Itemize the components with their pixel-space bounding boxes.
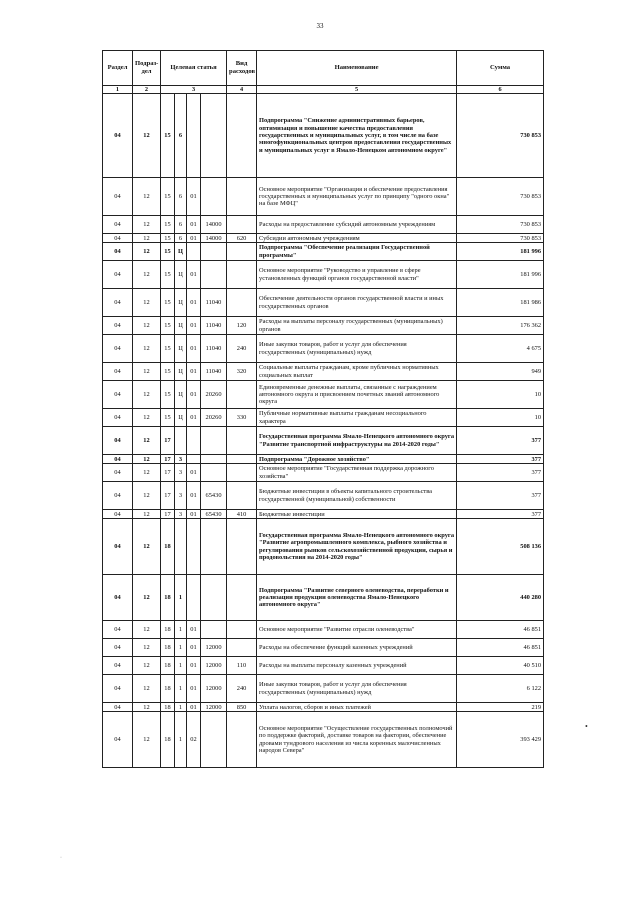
cell-sum: 949 (457, 363, 544, 381)
cell-name: Субсидии автономным учреждениям (257, 234, 457, 243)
cell-p: 12 (133, 464, 161, 482)
cell-t3: 01 (187, 178, 201, 216)
cell-v (227, 261, 257, 289)
cell-t3 (187, 455, 201, 464)
cell-sum: 40 510 (457, 657, 544, 675)
cell-r: 04 (103, 639, 133, 657)
cell-t2: Ц (175, 317, 187, 335)
cell-t4 (201, 427, 227, 455)
cell-sum: 730 853 (457, 234, 544, 243)
cell-t4 (201, 712, 227, 768)
cell-name: Бюджетные инвестиции (257, 510, 457, 519)
cell-t2: 3 (175, 510, 187, 519)
cell-name: Расходы на обеспечение функций казенных учреждений (257, 639, 457, 657)
cell-t2: Ц (175, 409, 187, 427)
cell-t4: 14000 (201, 216, 227, 234)
cell-t2: Ц (175, 335, 187, 363)
page-number: 33 (316, 22, 324, 30)
cell-t4: 14000 (201, 234, 227, 243)
table-row (103, 575, 544, 621)
cell-r: 04 (103, 657, 133, 675)
cell-sum: 181 986 (457, 289, 544, 317)
header-target: Целевая статья (161, 51, 227, 86)
cell-r: 04 (103, 178, 133, 216)
cell-sum: 6 122 (457, 675, 544, 703)
table-row (103, 657, 544, 675)
cell-t1: 18 (161, 712, 175, 768)
cell-sum: 730 853 (457, 94, 544, 178)
table-row (103, 427, 544, 455)
cell-v (227, 289, 257, 317)
cell-t4 (201, 464, 227, 482)
cell-r: 04 (103, 575, 133, 621)
cell-t2: 6 (175, 178, 187, 216)
cell-sum: 730 853 (457, 216, 544, 234)
cell-t3: 01 (187, 639, 201, 657)
cell-name: Единовременные денежные выплаты, связанные с награждением автономного округа и присвоением почетных званий автономного округа (257, 381, 457, 409)
cell-p: 12 (133, 335, 161, 363)
cell-name: Расходы на выплаты персоналу государственных (муниципальных) органов (257, 317, 457, 335)
table-row (103, 261, 544, 289)
table-row (103, 381, 544, 409)
cell-t1: 15 (161, 243, 175, 261)
cell-sum: 377 (457, 455, 544, 464)
cell-t1: 15 (161, 335, 175, 363)
cell-r: 04 (103, 510, 133, 519)
cell-p: 12 (133, 243, 161, 261)
cell-t1: 15 (161, 94, 175, 178)
cell-t3 (187, 519, 201, 575)
cell-t1: 18 (161, 639, 175, 657)
cell-sum: 46 851 (457, 639, 544, 657)
cell-v: 240 (227, 335, 257, 363)
cell-t3: 01 (187, 510, 201, 519)
cell-t1: 15 (161, 317, 175, 335)
scan-artifact-mark: • (585, 722, 588, 731)
cell-v: 320 (227, 363, 257, 381)
cell-t3: 01 (187, 234, 201, 243)
cell-name: Основное мероприятие "Руководство и управление в сфере установленных функций органов государственной власти" (257, 261, 457, 289)
cell-t1: 15 (161, 178, 175, 216)
cell-p: 12 (133, 455, 161, 464)
cell-name: Основное мероприятие "Развитие отрасли оленеводства" (257, 621, 457, 639)
cell-p: 12 (133, 703, 161, 712)
cell-t1: 18 (161, 675, 175, 703)
cell-t1: 15 (161, 381, 175, 409)
index-cell: 6 (457, 86, 544, 94)
cell-r: 04 (103, 464, 133, 482)
table-row (103, 464, 544, 482)
cell-v: 240 (227, 675, 257, 703)
cell-sum: 46 851 (457, 621, 544, 639)
cell-sum: 393 429 (457, 712, 544, 768)
table-row (103, 363, 544, 381)
cell-name: Обеспечение деятельности органов государственной власти и иных государственных органов (257, 289, 457, 317)
cell-t4: 12000 (201, 675, 227, 703)
cell-t1: 15 (161, 234, 175, 243)
cell-t4: 20260 (201, 381, 227, 409)
cell-p: 12 (133, 482, 161, 510)
cell-r: 04 (103, 409, 133, 427)
cell-t2: Ц (175, 381, 187, 409)
cell-t3: 01 (187, 464, 201, 482)
cell-v (227, 464, 257, 482)
cell-t1: 18 (161, 575, 175, 621)
cell-t1: 18 (161, 657, 175, 675)
cell-t1: 17 (161, 427, 175, 455)
cell-p: 12 (133, 621, 161, 639)
cell-name: Иные закупки товаров, работ и услуг для обеспечения государственных (муниципальных) нужд (257, 335, 457, 363)
cell-t4: 11040 (201, 335, 227, 363)
cell-t3: 01 (187, 675, 201, 703)
cell-v (227, 575, 257, 621)
table-row (103, 289, 544, 317)
cell-t4: 11040 (201, 363, 227, 381)
cell-t2 (175, 519, 187, 575)
cell-r: 04 (103, 381, 133, 409)
cell-p: 12 (133, 519, 161, 575)
cell-t2: 1 (175, 657, 187, 675)
cell-t2: 1 (175, 575, 187, 621)
cell-t2: 1 (175, 675, 187, 703)
cell-sum: 377 (457, 427, 544, 455)
header-name: Наименование (257, 51, 457, 86)
cell-v (227, 519, 257, 575)
cell-name: Государственная программа Ямало-Ненецкого автономного округа "Развитие транспортной инфраструктуры на 2014-2020 годы" (257, 427, 457, 455)
cell-t2: 1 (175, 639, 187, 657)
cell-t4: 12000 (201, 639, 227, 657)
header-sum: Сумма (457, 51, 544, 86)
cell-sum: 4 675 (457, 335, 544, 363)
cell-p: 12 (133, 657, 161, 675)
cell-name: Расходы на выплаты персоналу казенных учреждений (257, 657, 457, 675)
cell-t4 (201, 261, 227, 289)
cell-v: 620 (227, 234, 257, 243)
cell-p: 12 (133, 409, 161, 427)
table-row (103, 510, 544, 519)
cell-p: 12 (133, 317, 161, 335)
table-row (103, 519, 544, 575)
cell-t1: 18 (161, 703, 175, 712)
cell-t3 (187, 94, 201, 178)
cell-t4 (201, 621, 227, 639)
header-podrazdel: Подраз- дел (133, 51, 161, 86)
cell-t3: 01 (187, 482, 201, 510)
table-row (103, 675, 544, 703)
cell-t2: 1 (175, 703, 187, 712)
index-row (103, 86, 544, 94)
cell-sum: 181 996 (457, 243, 544, 261)
cell-v (227, 178, 257, 216)
cell-sum: 377 (457, 510, 544, 519)
budget-table (102, 50, 544, 768)
cell-r: 04 (103, 427, 133, 455)
cell-t3 (187, 427, 201, 455)
cell-t3 (187, 575, 201, 621)
cell-t1: 15 (161, 289, 175, 317)
cell-name: Публичные нормативные выплаты гражданам несоциального характера (257, 409, 457, 427)
cell-r: 04 (103, 243, 133, 261)
cell-t4: 65430 (201, 482, 227, 510)
cell-p: 12 (133, 216, 161, 234)
cell-t1: 15 (161, 363, 175, 381)
cell-t3: 01 (187, 703, 201, 712)
cell-t2: 1 (175, 712, 187, 768)
cell-t2 (175, 427, 187, 455)
cell-t4: 11040 (201, 289, 227, 317)
cell-t1: 17 (161, 482, 175, 510)
cell-v (227, 482, 257, 510)
cell-r: 04 (103, 455, 133, 464)
cell-p: 12 (133, 675, 161, 703)
table-row (103, 703, 544, 712)
cell-t3: 01 (187, 363, 201, 381)
cell-v: 410 (227, 510, 257, 519)
cell-r: 04 (103, 363, 133, 381)
cell-v (227, 216, 257, 234)
cell-name: Подпрограмма "Обеспечение реализации Государственной программы" (257, 243, 457, 261)
table-body (103, 94, 544, 768)
cell-v (227, 94, 257, 178)
table-row (103, 712, 544, 768)
cell-t3: 01 (187, 216, 201, 234)
table-row (103, 621, 544, 639)
cell-t4 (201, 455, 227, 464)
cell-sum: 176 362 (457, 317, 544, 335)
cell-t3: 01 (187, 657, 201, 675)
cell-name: Бюджетные инвестиции в объекты капитального строительства государственной (муниципальной) собственности (257, 482, 457, 510)
table-row (103, 243, 544, 261)
cell-t4: 11040 (201, 317, 227, 335)
header-razdel: Раздел (103, 51, 133, 86)
table-row (103, 455, 544, 464)
cell-t1: 18 (161, 519, 175, 575)
cell-v (227, 243, 257, 261)
cell-v (227, 455, 257, 464)
cell-p: 12 (133, 261, 161, 289)
cell-t4 (201, 243, 227, 261)
cell-r: 04 (103, 289, 133, 317)
cell-t1: 18 (161, 621, 175, 639)
cell-p: 12 (133, 712, 161, 768)
cell-t4: 65430 (201, 510, 227, 519)
table-row (103, 216, 544, 234)
cell-t1: 17 (161, 510, 175, 519)
cell-sum: 730 853 (457, 178, 544, 216)
cell-t2: 3 (175, 482, 187, 510)
index-cell: 1 (103, 86, 133, 94)
table-row (103, 482, 544, 510)
cell-t3: 01 (187, 289, 201, 317)
cell-r: 04 (103, 675, 133, 703)
cell-name: Основное мероприятие "Организация и обеспечение предоставления государственных и муниципальных услуг по принципу "одного окна" на базе МФЦ" (257, 178, 457, 216)
cell-t2: 1 (175, 621, 187, 639)
cell-t4: 20260 (201, 409, 227, 427)
cell-v (227, 621, 257, 639)
table-row (103, 639, 544, 657)
cell-t4 (201, 519, 227, 575)
cell-t2: Ц (175, 261, 187, 289)
cell-t3 (187, 243, 201, 261)
cell-t4 (201, 94, 227, 178)
cell-t4 (201, 178, 227, 216)
cell-p: 12 (133, 363, 161, 381)
index-cell: 2 (133, 86, 161, 94)
cell-sum: 440 280 (457, 575, 544, 621)
cell-v (227, 381, 257, 409)
cell-name: Основное мероприятие "Осуществление государственных полномочий по поддержке факторий, доставке товаров на фактории, обеспечение дровами тундрового населения из числа коренных малочисленных народов Севера" (257, 712, 457, 768)
cell-sum: 219 (457, 703, 544, 712)
cell-t3: 01 (187, 621, 201, 639)
cell-p: 12 (133, 381, 161, 409)
cell-sum: 181 996 (457, 261, 544, 289)
cell-v (227, 639, 257, 657)
cell-sum: 508 136 (457, 519, 544, 575)
cell-t4 (201, 575, 227, 621)
cell-v (227, 712, 257, 768)
cell-name: Иные закупки товаров, работ и услуг для обеспечения государственных (муниципальных) нужд (257, 675, 457, 703)
cell-p: 12 (133, 178, 161, 216)
table-row (103, 234, 544, 243)
cell-sum: 377 (457, 482, 544, 510)
cell-name: Подпрограмма "Развитие северного оленеводства, переработки и реализации продукции оленеводства Ямало-Ненецкого автономного округа" (257, 575, 457, 621)
cell-r: 04 (103, 519, 133, 575)
cell-t2: 6 (175, 94, 187, 178)
scan-edge-dots: · (60, 855, 62, 861)
header-row (103, 51, 544, 86)
cell-name: Расходы на предоставление субсидий автономным учреждениям (257, 216, 457, 234)
cell-t3: 02 (187, 712, 201, 768)
cell-t2: 6 (175, 216, 187, 234)
index-cell: 5 (257, 86, 457, 94)
cell-t1: 17 (161, 464, 175, 482)
cell-r: 04 (103, 216, 133, 234)
cell-r: 04 (103, 317, 133, 335)
cell-name: Подпрограмма "Дорожное хозяйство" (257, 455, 457, 464)
cell-t2: 3 (175, 464, 187, 482)
cell-r: 04 (103, 703, 133, 712)
index-cell: 4 (227, 86, 257, 94)
cell-p: 12 (133, 427, 161, 455)
cell-t3: 01 (187, 261, 201, 289)
cell-name: Государственная программа Ямало-Ненецкого автономного округа "Развитие агропромышленного комплекса, рыбного хозяйства и регулирования рынков сельскохозяйственной продукции, сырья и продовольствия на 2014-2020 годы" (257, 519, 457, 575)
cell-name: Основное мероприятие "Государственная поддержка дорожного хозяйства" (257, 464, 457, 482)
cell-sum: 10 (457, 381, 544, 409)
table-row (103, 335, 544, 363)
cell-t4: 12000 (201, 703, 227, 712)
cell-t1: 15 (161, 409, 175, 427)
cell-name: Подпрограмма "Снижение административных барьеров, оптимизация и повышение качества предоставления государственных и муниципальных услуг, в том числе на базе многофункциональных центров предоставления государственных и муниципальных услуг в Ямало-Ненецком автономном округе" (257, 94, 457, 178)
cell-t2: 3 (175, 455, 187, 464)
cell-t1: 17 (161, 455, 175, 464)
index-cell: 3 (161, 86, 227, 94)
cell-t3: 01 (187, 317, 201, 335)
cell-name: Социальные выплаты гражданам, кроме публичных нормативных социальных выплат (257, 363, 457, 381)
cell-p: 12 (133, 639, 161, 657)
cell-r: 04 (103, 94, 133, 178)
cell-p: 12 (133, 510, 161, 519)
cell-p: 12 (133, 289, 161, 317)
cell-r: 04 (103, 234, 133, 243)
cell-r: 04 (103, 712, 133, 768)
cell-r: 04 (103, 261, 133, 289)
cell-sum: 10 (457, 409, 544, 427)
cell-r: 04 (103, 335, 133, 363)
cell-v: 110 (227, 657, 257, 675)
cell-p: 12 (133, 575, 161, 621)
cell-v: 850 (227, 703, 257, 712)
cell-p: 12 (133, 234, 161, 243)
cell-t3: 01 (187, 381, 201, 409)
cell-t1: 15 (161, 261, 175, 289)
cell-t3: 01 (187, 335, 201, 363)
cell-v: 330 (227, 409, 257, 427)
cell-t2: Ц (175, 289, 187, 317)
cell-name: Уплата налогов, сборов и иных платежей (257, 703, 457, 712)
cell-r: 04 (103, 621, 133, 639)
cell-t2: 6 (175, 234, 187, 243)
header-vid: Вид расходов (227, 51, 257, 86)
cell-p: 12 (133, 94, 161, 178)
cell-t3: 01 (187, 409, 201, 427)
cell-v (227, 427, 257, 455)
cell-t4: 12000 (201, 657, 227, 675)
cell-t1: 15 (161, 216, 175, 234)
cell-t2: Ц (175, 243, 187, 261)
table-row (103, 317, 544, 335)
cell-r: 04 (103, 482, 133, 510)
cell-sum: 377 (457, 464, 544, 482)
table-row (103, 94, 544, 178)
table-row (103, 409, 544, 427)
cell-v: 120 (227, 317, 257, 335)
cell-t2: Ц (175, 363, 187, 381)
table-row (103, 178, 544, 216)
